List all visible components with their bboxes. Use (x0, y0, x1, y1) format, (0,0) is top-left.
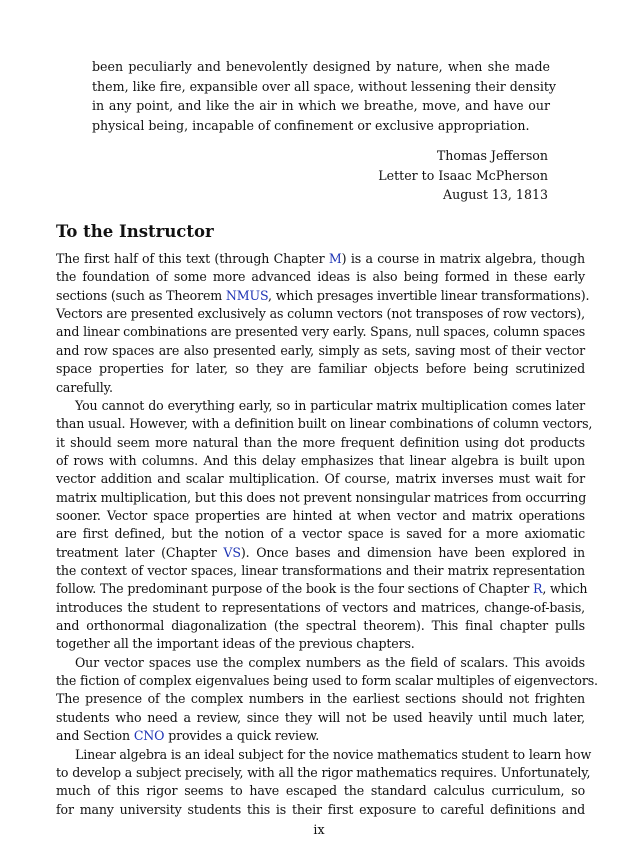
body-text-line (56, 580, 588, 598)
text-run: follow. The predominant purpose of the book is the four sections of Chapter (56, 581, 533, 597)
text-run: Vectors are presented exclusively as column vectors (not transposes of row vectors), (56, 306, 585, 322)
body-text-line (56, 489, 585, 507)
text-run: together all the important ideas of the previous chapters. (56, 636, 415, 652)
text-run: You cannot do everything early, so in particular matrix multiplication comes later (75, 397, 585, 413)
text-run: space properties for later, so they are familiar objects before being scrutinized (56, 361, 585, 377)
attribution-work: Letter to Isaac McPherson (378, 168, 548, 183)
cross-reference-link[interactable]: R (533, 581, 543, 597)
body-text-line (56, 672, 598, 690)
cross-reference-link[interactable]: CNO (133, 728, 165, 744)
body-text-line (56, 654, 585, 672)
body-text-line (56, 323, 585, 341)
text-run: and linear combinations are presented very early. Spans, null spaces, column spaces (56, 324, 586, 340)
text-run: are first defined, but the notion of a vector space is saved for a more axiomatic (56, 526, 585, 542)
text-run: the fiction of complex eigenvalues being used to form scalar multiples of eigenvectors. (56, 673, 598, 688)
text-run: sooner. Vector space properties are hinted at when vector and matrix operations (56, 507, 585, 523)
body-text-line (56, 782, 585, 800)
body-text-line (56, 525, 585, 543)
body-text-line (56, 801, 585, 819)
text-run: Linear algebra is an ideal subject for the novice mathematics student to learn how (75, 746, 592, 762)
body-text-line (56, 360, 585, 378)
body-text-line (56, 599, 585, 617)
quote-line: in any point, and like the air in which we breathe, move, and have our (92, 98, 550, 113)
text-run: treatment later (Chapter (56, 544, 224, 560)
text-run: the context of vector spaces, linear transformations and their matrix representation (56, 563, 585, 578)
body-text-line (56, 617, 585, 635)
body-text-line (56, 562, 585, 580)
text-run: it should seem more natural than the more frequent definition using dot products (56, 434, 585, 450)
body-text-line (56, 635, 585, 653)
body-text-line (56, 507, 585, 525)
body-text-line (56, 250, 585, 268)
text-run: students who need a review, since they will not be used heavily until much later, (56, 709, 585, 725)
quote-line: physical being, incapable of confinement or exclusive appropriation. (92, 118, 530, 133)
page-number: ix (313, 822, 325, 837)
text-run: ). Once bases and dimension have been explored in (240, 544, 585, 560)
text-run: , which presages invertible linear transformations). (268, 287, 590, 303)
body-text-line (56, 342, 585, 360)
body-text-line (56, 764, 591, 782)
cross-reference-link[interactable]: VS (223, 544, 241, 560)
quote-line: been peculiarly and benevolently designed by nature, when she made (92, 59, 550, 74)
body-text-line (56, 305, 585, 323)
text-run: sections (such as Theorem (56, 287, 226, 303)
text-run: of rows with columns. And this delay emphasizes that linear algebra is built upon (56, 452, 585, 468)
text-run: provides a quick review. (164, 728, 320, 744)
body-text-line (56, 709, 585, 727)
body-text-line (56, 397, 585, 415)
text-run: matrix multiplication, but this does not prevent nonsingular matrices from occurring (56, 489, 587, 505)
text-run: The presence of the complex numbers in the earliest sections should not frighten (56, 691, 585, 707)
body-text-line (56, 690, 585, 708)
body-text-line (56, 268, 585, 286)
text-run: and orthonormal diagonalization (the spectral theorem). This final chapter pulls (56, 618, 585, 633)
text-run: for many university students this is their first exposure to careful definitions and (56, 801, 585, 817)
text-run: carefully. (56, 379, 113, 395)
text-run: introduces the student to representations of vectors and matrices, change-of-basis, (56, 599, 585, 615)
text-run: and Section (56, 728, 134, 744)
text-run: The first half of this text (through Chapter (56, 251, 329, 266)
text-run: ) is a course in matrix algebra, though (341, 251, 586, 266)
text-run: to develop a subject precisely, with all the rigor mathematics requires. Unfortunately, (56, 764, 591, 780)
section-heading: To the Instructor (56, 222, 214, 241)
body-text-line (56, 415, 593, 433)
text-run: vector addition and scalar multiplication. Of course, matrix inverses must wait for (56, 471, 585, 487)
body-text-line (56, 287, 590, 305)
attribution-author: Thomas Jefferson (436, 148, 548, 163)
text-run: , which (542, 581, 588, 597)
body-text-line (56, 727, 585, 745)
text-run: much of this rigor seems to have escaped the standard calculus curriculum, so (56, 783, 585, 799)
body-text-line (56, 434, 585, 452)
body-text-line (56, 470, 585, 488)
text-run: the foundation of some more advanced ideas is also being formed in these early (56, 269, 585, 285)
body-text-line (56, 746, 592, 764)
cross-reference-link[interactable]: M (328, 251, 342, 266)
text-run: and row spaces are also presented early, simply as sets, saving most of their vector (56, 342, 585, 358)
body-text-line (56, 452, 585, 470)
text-run: than usual. However, with a definition built on linear combinations of column vectors, (56, 416, 593, 432)
text-run: Our vector spaces use the complex numbers as the field of scalars. This avoids (75, 654, 585, 670)
quote-line: them, like fire, expansible over all space, without lessening their density (92, 79, 557, 94)
attribution-date: August 13, 1813 (443, 187, 548, 202)
body-text-line (56, 544, 585, 562)
cross-reference-link[interactable]: NMUS (225, 287, 269, 303)
body-text-line (56, 379, 585, 397)
